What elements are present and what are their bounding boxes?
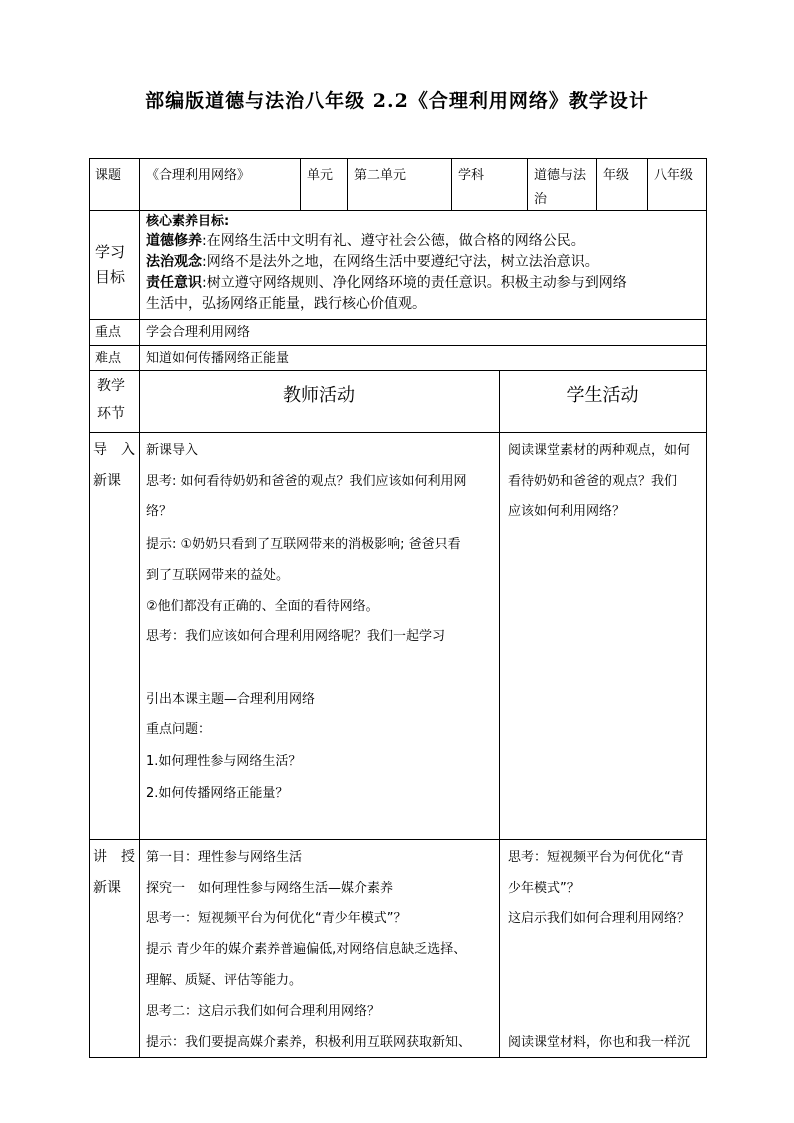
table-col-divider xyxy=(527,158,528,210)
label-goals-1: 学习 xyxy=(95,243,126,261)
table-rule xyxy=(89,345,707,346)
table-col-divider xyxy=(347,158,348,210)
activity-col-divider xyxy=(139,370,140,1057)
table-border-right xyxy=(706,158,707,370)
section2-teacher-line: 思考一：短视频平台为何优化“青少年模式”？ xyxy=(146,911,407,926)
activity-border-bottom xyxy=(89,1057,707,1058)
section2-teacher-line: 提示 青少年的媒介素养普遍偏低,对网络信息缺乏选择、 xyxy=(146,942,467,957)
table-border-left xyxy=(89,158,90,370)
table-col-divider xyxy=(300,158,301,210)
section2-student-line: 思考：短视频平台为何优化“青 xyxy=(508,850,684,865)
goals-line: 道德修养:在网络生活中文明有礼、遵守社会公德，做合格的网络公民。 xyxy=(146,233,585,249)
value-keti: 《合理利用网络》 xyxy=(146,168,251,183)
goals-line: 责任意识:树立遵守网络规则、净化网络环境的责任意识。积极主动参与到网络 xyxy=(146,275,627,291)
value-danyuan: 第二单元 xyxy=(354,168,407,183)
section1-student-line: 看待奶奶和爸爸的观点？我们 xyxy=(508,474,678,489)
activity-col-divider xyxy=(499,370,500,1057)
header-teacher: 教师活动 xyxy=(283,385,355,406)
page-title: 部编版道德与法治八年级 2.2《合理利用网络》教学设计 xyxy=(145,90,649,112)
section1-teacher-line: ②他们都没有正确的、全面的看待网络。 xyxy=(146,599,379,614)
value-xueke-1: 道德与法 xyxy=(534,168,587,183)
label-focus: 重点 xyxy=(95,325,122,340)
value-difficulty: 知道如何传播网络正能量 xyxy=(146,351,290,366)
table-col-divider xyxy=(451,158,452,210)
table-border-top xyxy=(89,158,707,159)
label-nianji: 年级 xyxy=(603,168,630,183)
label-keti: 课题 xyxy=(95,168,122,183)
label-difficulty: 难点 xyxy=(95,351,122,366)
header-stage-2: 环节 xyxy=(97,406,125,422)
goals-line: 法治观念:网络不是法外之地，在网络生活中要遵纪守法，树立法治意识。 xyxy=(146,254,599,270)
value-xueke-2: 治 xyxy=(534,192,548,207)
label-goals-2: 目标 xyxy=(95,268,126,286)
table-rule xyxy=(89,370,707,371)
section1-teacher-line: 1.如何理性参与网络生活？ xyxy=(146,754,302,769)
section1-teacher-line: 2.如何传播网络正能量？ xyxy=(146,786,289,801)
table-col-divider xyxy=(596,158,597,210)
section1-teacher-line: 提示: ①奶奶只看到了互联网带来的消极影响; 爸爸只看 xyxy=(146,537,461,552)
section2-teacher-line: 提示：我们要提高媒介素养，积极利用互联网获取新知、 xyxy=(146,1035,472,1050)
header-student: 学生活动 xyxy=(566,385,639,406)
activity-rule xyxy=(89,432,707,433)
section1-teacher-line: 到了互联网带来的益处。 xyxy=(146,568,290,583)
activity-border-left xyxy=(89,370,90,1057)
goals-heading: 核心素养目标: xyxy=(146,214,230,229)
label-xueke: 学科 xyxy=(458,168,485,183)
section1-student-line: 应该如何利用网络？ xyxy=(508,504,626,519)
section2-stage-2: 新课 xyxy=(93,880,121,896)
value-focus: 学会合理利用网络 xyxy=(146,325,251,340)
header-stage-1: 教学 xyxy=(97,378,125,394)
section2-teacher-line: 第一目：理性参与网络生活 xyxy=(146,850,303,865)
section1-teacher-line: 思考：我们应该如何合理利用网络呢？我们一起学习 xyxy=(146,629,446,644)
section2-student-line: 阅读课堂材料，你也和我一样沉 xyxy=(508,1035,691,1050)
section1-teacher-line: 引出本课主题—合理利用网络 xyxy=(146,692,316,707)
section1-stage-1: 导 入 xyxy=(93,442,135,458)
section2-student-line: 少年模式”？ xyxy=(508,881,580,896)
value-nianji: 八年级 xyxy=(654,168,694,183)
activity-border-right xyxy=(706,370,707,1057)
section2-student-line: 这启示我们如何合理利用网络？ xyxy=(508,911,691,926)
section2-stage-1: 讲 授 xyxy=(93,849,135,865)
section1-stage-2: 新课 xyxy=(93,473,121,489)
section1-teacher-line: 络？ xyxy=(146,504,173,519)
section2-teacher-line: 探究一 如何理性参与网络生活—媒介素养 xyxy=(146,881,394,896)
table-rule xyxy=(89,319,707,320)
section1-teacher-line: 新课导入 xyxy=(146,443,199,458)
label-danyuan: 单元 xyxy=(307,168,334,183)
goals-line: 生活中，弘扬网络正能量，践行核心价值观。 xyxy=(146,296,426,312)
section2-teacher-line: 思考二：这启示我们如何合理利用网络？ xyxy=(146,1004,381,1019)
table-col-divider xyxy=(139,158,140,370)
activity-rule xyxy=(89,839,707,840)
section1-student-line: 阅读课堂素材的两种观点，如何 xyxy=(508,443,691,458)
section2-teacher-line: 理解、质疑、评估等能力。 xyxy=(146,973,303,988)
table-rule xyxy=(89,210,707,211)
table-col-divider xyxy=(647,158,648,210)
section1-teacher-line: 思考: 如何看待奶奶和爸爸的观点？我们应该如何利用网 xyxy=(146,474,467,489)
section1-teacher-line: 重点问题： xyxy=(146,722,212,737)
